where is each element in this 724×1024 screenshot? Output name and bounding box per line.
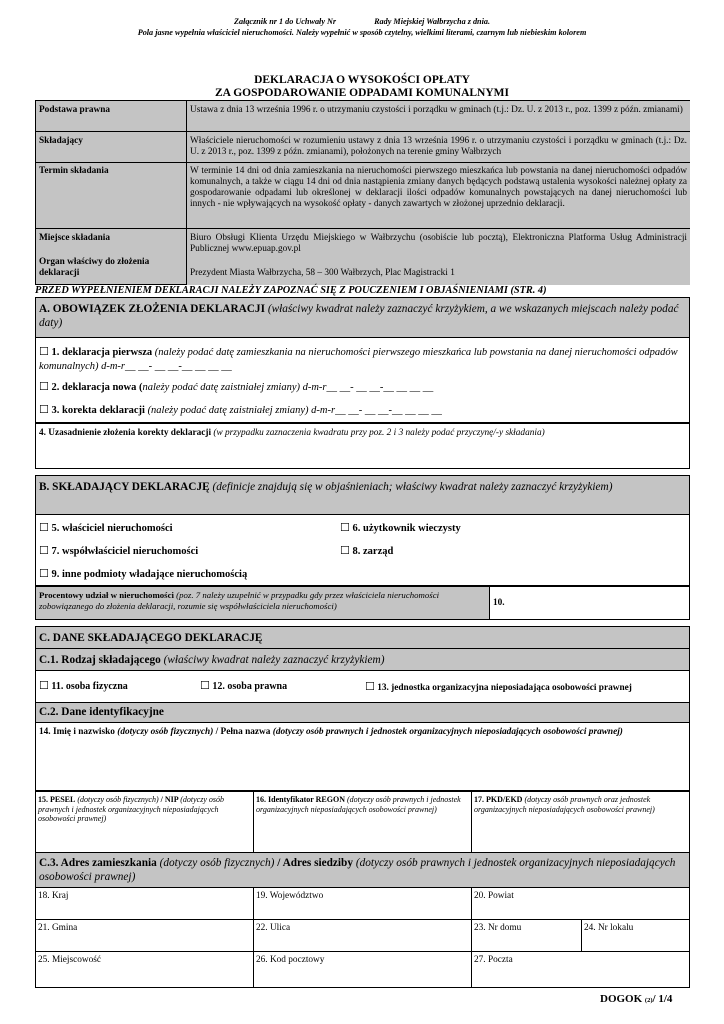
natural-person-checkbox[interactable]: ☐ [39, 679, 49, 692]
f15-hint1: (dotyczy osób fizycznych) [77, 795, 159, 804]
fill-instructions: Pola jasne wypełnia właściciel nieruchomości. Należy wypełnić w sposób czytelny, wielkimi literami, czarnym lub niebieskim kolorem [137, 28, 587, 37]
f16-label: 16. Identyfikator REGON [256, 795, 345, 804]
declaration-first-option[interactable] [39, 345, 685, 374]
management-label: 8. zarząd [352, 546, 394, 557]
info-label-legal-basis: Podstawa prawna [39, 105, 111, 115]
correction-reason-label [39, 428, 684, 439]
c3-header [39, 856, 684, 884]
info-value-submitter: Właściciele nieruchomości w rozumieniu ustawy z dnia 13 września 1996 r. o utrzymaniu czystości i porządku w gminach (t.j.: Dz. U. z 2013 r., poz. 1399 z późn. zmianami), położonych na terenie gminy Wałbrzych [190, 136, 687, 157]
info-value-legal-basis: Ustawa z dnia 13 września 1996 r. o utrzymaniu czystości i porządku w gminach (t.j.: Dz. U. z 2013 r., poz. 1399 z późn. zmianami) [190, 105, 683, 115]
commune-label: 21. Gmina [38, 923, 78, 933]
c3-hint-a: (dotyczy osób fizycznych) [159, 857, 275, 869]
declaration-correction-option[interactable] [39, 403, 685, 418]
section-c-title [39, 631, 262, 645]
co-owner-label: 7. współwłaściciel nieruchomości [51, 546, 199, 557]
declaration-correction-hint: (należy podać datę zaistniałej zmiany) d-m-r__ __- __ __-__ __ __ __ [147, 405, 442, 416]
street-label: 22. Ulica [256, 923, 291, 933]
declaration-first-hint: (należy podać datę zamieszkania na nieruchomości pierwszego mieszkańca lub powstania na danej nieruchomości odpadów komunalnych) d-m-r__ __- __ __-__ __ __ __ [39, 347, 678, 372]
declaration-first-label: 1. deklaracja pierwsza [51, 347, 153, 358]
f15-mid: / NIP [158, 795, 181, 804]
section-a-title: A. OBOWIĄZEK ZŁOŻENIA DEKLARACJI [39, 303, 265, 315]
other-entities-option[interactable] [39, 567, 247, 582]
perpetual-user-label: 6. użytkownik wieczysty [352, 523, 461, 534]
natural-person-label: 11. osoba fizyczna [51, 681, 128, 692]
org-unit-checkbox[interactable]: ☐ [365, 680, 375, 693]
share-label [39, 590, 487, 611]
country-label: 18. Kraj [38, 891, 69, 901]
council-label: Rady Miejskiej Wałbrzycha z dnia. [374, 17, 491, 26]
section-a-hint: (właściwy kwadrat należy zaznaczyć krzyżykiem, a we wskazanych miejscach należy podać daty) [39, 303, 679, 329]
other-entities-label: 9. inne podmioty władające nieruchomością [51, 569, 248, 580]
management-option[interactable] [340, 544, 393, 559]
f17-hint: (dotyczy osób prawnych oraz jednostek organizacyjnych nieposiadających osobowości prawnej) [474, 795, 655, 814]
other-entities-checkbox[interactable]: ☐ [39, 567, 49, 580]
share-field[interactable] [489, 586, 690, 620]
legal-person-label: 12. osoba prawna [212, 681, 288, 692]
notice-banner: PRZED WYPEŁNIENIEM DEKLARACJI NALEŻY ZAPOZNAĆ SIĘ Z POUCZENIEM I OBJAŚNIENIAMI (STR. 4) [35, 285, 547, 296]
apartment-number-label: 24. Nr lokalu [584, 923, 634, 933]
section-b-hint: (definicje znajdują się w objaśnieniach; właściwy kwadrat należy zaznaczyć krzyżykiem) [212, 481, 613, 493]
f14-hint1: (dotyczy osób fizycznych) [117, 727, 214, 737]
form-title-line1: DEKLARACJA O WYSOKOŚCI OPŁATY [254, 74, 470, 86]
page-number: / 1/4 [652, 993, 673, 1005]
regon-label [256, 795, 468, 814]
org-unit-option[interactable] [365, 681, 632, 694]
form-code: DOGOK [600, 993, 645, 1005]
c1-header [39, 653, 384, 667]
owner-option[interactable] [39, 521, 173, 536]
management-checkbox[interactable]: ☐ [340, 544, 350, 557]
f14-mid: / Pełna nazwa [213, 727, 273, 737]
c3-title: C.3. Adres zamieszkania [39, 857, 157, 869]
legal-person-checkbox[interactable]: ☐ [200, 679, 210, 692]
info-value-deadline: W terminie 14 dni od dnia zamieszkania na nieruchomości pierwszego mieszkańca lub powstania na danej nieruchomości odpadów komunalnych, a także w ciągu 14 dni od dnia nastąpienia zmiany danych będących podstawą ustalenia wysokości należnej opłaty za gospodarowanie odpadami lub określonej w deklaracji ilości odpadów komunalnych powstających na danej nieruchomości lub innych - nie wpływających na wysokość opłaty - danych zawartych w złożonej uprzednio deklaracji. [190, 166, 687, 209]
legal-person-option[interactable] [200, 680, 287, 692]
c3-hint-b: (dotyczy osób prawnych i jednostek organizacyjnych nieposiadających osobowości prawnej) [39, 857, 676, 883]
county-label: 20. Powiat [474, 891, 514, 901]
info-label-place: Miejsce składania [39, 233, 111, 243]
form-version: (2) [644, 997, 653, 1004]
declaration-new-checkbox[interactable]: ☐ [39, 380, 49, 393]
natural-person-option[interactable] [39, 680, 128, 692]
info-value-authority: Prezydent Miasta Wałbrzycha, 58 – 300 Wałbrzych, Plac Magistracki 1 [190, 268, 455, 278]
pesel-nip-label [38, 795, 250, 824]
declaration-new-hint: należy podać datę zaistniałej zmiany) d-m-r__ __- __ __-__ __ __ __ [142, 382, 434, 393]
declaration-correction-checkbox[interactable]: ☐ [39, 403, 49, 416]
declaration-new-label: 2. deklaracja nowa ( [51, 382, 143, 393]
attachment-header [0, 17, 724, 27]
form-title-line2: ZA GOSPODAROWANIE ODPADAMI KOMUNALNYMI [215, 87, 509, 99]
section-b-title: B. SKŁADAJĄCY DEKLARACJĘ [39, 481, 210, 493]
section-c-title-text: C. DANE SKŁADAJĄCEGO DEKLARACJĘ [39, 632, 263, 644]
info-label-authority: Organ właściwy do złożenia deklaracji [39, 257, 150, 278]
share-label-hint: (poz. 7 należy uzupełnić w przypadku gdy przez właściciela nieruchomości zobowiązanego do złożenia deklaracji, rozumie się współwłaściciela nieruchomości) [39, 590, 440, 611]
c1-title: C.1. Rodzaj składającego [39, 654, 161, 666]
declaration-first-checkbox[interactable]: ☐ [39, 345, 49, 358]
voivodeship-label: 19. Województwo [256, 891, 324, 901]
pkd-label [474, 795, 686, 814]
co-owner-checkbox[interactable]: ☐ [39, 544, 49, 557]
declaration-correction-label: 3. korekta deklaracji [51, 405, 145, 416]
f16-hint: (dotyczy osób prawnych i jednostek organizacyjnych nieposiadających osobowości prawnej) [256, 795, 461, 814]
info-value-place: Biuro Obsługi Klienta Urzędu Miejskiego w Wałbrzychu (osobiście lub pocztą), Elektroniczna Platforma Usług Administracji Publicznej www.epuap.gov.pl [190, 233, 687, 254]
co-owner-option[interactable] [39, 544, 198, 559]
section-a-header [39, 302, 684, 330]
c2-title-text: C.2. Dane identyfikacyjne [39, 706, 164, 718]
share-label-title: Procentowy udział w nieruchomości [39, 590, 174, 600]
f15-hint2: (dotyczy osób prawnych i jednostek organizacyjnych nieposiadających osobowości prawnej) [38, 795, 224, 823]
declaration-new-option[interactable] [39, 380, 685, 395]
owner-checkbox[interactable]: ☐ [39, 521, 49, 534]
info-label-deadline: Termin składania [39, 166, 109, 176]
resolution-label: Załącznik nr 1 do Uchwały Nr [233, 17, 337, 26]
perpetual-user-option[interactable] [340, 521, 461, 536]
owner-label: 5. właściciel nieruchomości [51, 523, 173, 534]
field4-hint: (w przypadku zaznaczenia kwadratu przy poz. 2 i 3 należy podać przyczynę/-y składania) [213, 428, 545, 438]
field4-label: 4. Uzasadnienie złożenia korekty deklaracji [39, 428, 212, 438]
post-office-label: 27. Poczta [474, 955, 513, 965]
perpetual-user-checkbox[interactable]: ☐ [340, 521, 350, 534]
section-b-header [39, 480, 684, 494]
f15-label: 15. PESEL [38, 795, 76, 804]
f14-hint2: (dotyczy osób prawnych i jednostek organizacyjnych nieposiadających osobowości prawnej) [272, 727, 623, 737]
postal-code-label: 26. Kod pocztowy [256, 955, 325, 965]
c1-hint: (właściwy kwadrat należy zaznaczyć krzyżykiem) [163, 654, 385, 666]
page-footer [600, 993, 672, 1005]
c3-mid: / Adres siedziby [274, 857, 356, 869]
org-unit-label: 13. jednostka organizacyjna nieposiadająca osobowości prawnej [377, 683, 632, 693]
field10-label: 10. [493, 598, 505, 608]
f14-label: 14. Imię i nazwisko [39, 727, 115, 737]
info-label-submitter: Składający [39, 136, 83, 146]
f17-label: 17. PKD/EKD [474, 795, 523, 804]
name-field-label [39, 727, 684, 738]
city-label: 25. Miejscowość [38, 955, 102, 965]
house-number-label: 23. Nr domu [474, 923, 522, 933]
c2-title [39, 705, 164, 719]
